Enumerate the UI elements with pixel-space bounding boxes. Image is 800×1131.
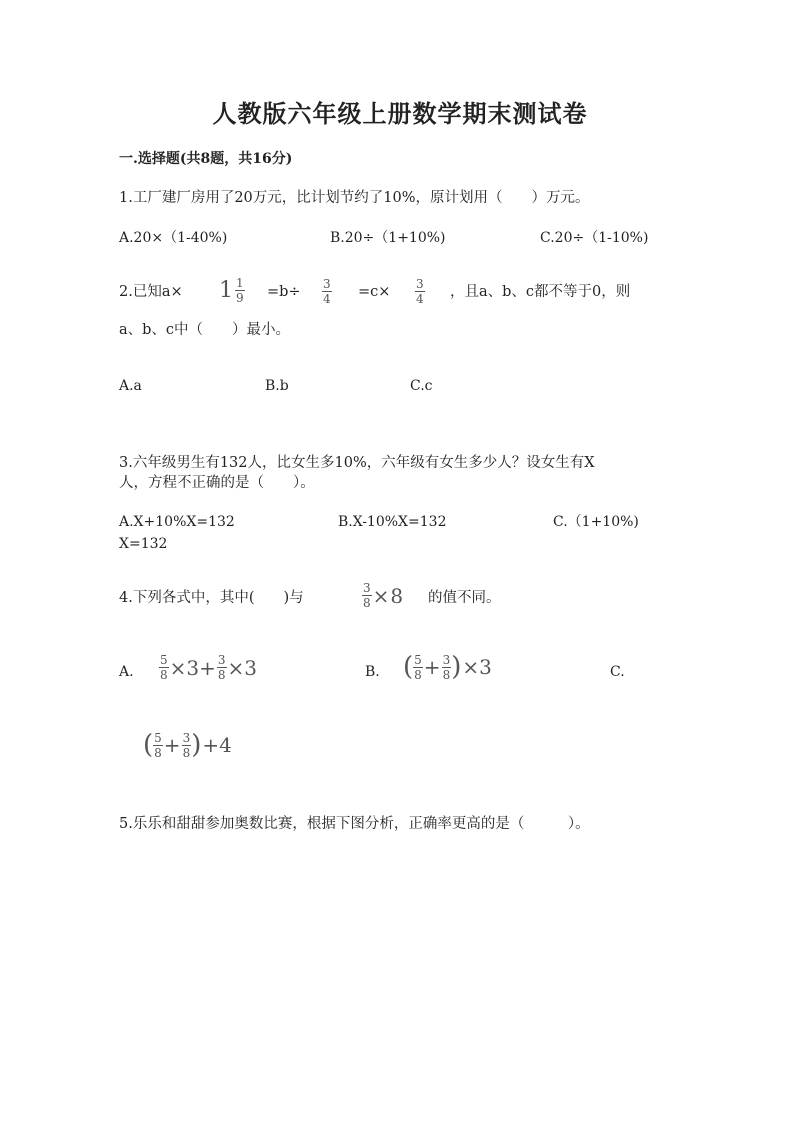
- fraction-numerator: 3: [217, 653, 226, 667]
- question-4-option-c-label: C.: [610, 664, 625, 680]
- question-1-text: 1.工厂建厂房用了20万元，比计划节约了10%，原计划用（ ）万元。: [119, 190, 590, 206]
- page-title: 人教版六年级上册数学期末测试卷: [212, 99, 588, 128]
- fraction-numerator: 3: [363, 581, 371, 595]
- question-3-line-1: 3.六年级男生有132人，比女生多10%，六年级有女生多少人？设女生有X: [119, 455, 595, 471]
- question-1-option-a: A.20×（1-40%): [119, 230, 228, 246]
- question-2-option-a: A.a: [119, 378, 142, 394]
- fraction-denominator: 4: [416, 292, 424, 306]
- fraction-denominator: 8: [414, 667, 422, 682]
- question-4-option-b-expression: [403, 652, 493, 682]
- question-2-fraction-2: [415, 278, 425, 305]
- fraction-denominator: 9: [236, 291, 244, 305]
- open-paren: (: [143, 730, 154, 760]
- question-3-option-c-continued: X=132: [119, 536, 168, 552]
- fraction-denominator: 8: [217, 668, 226, 682]
- question-2-option-b: B.b: [265, 378, 289, 394]
- fraction-numerator: 3: [442, 652, 451, 667]
- fraction-denominator: 4: [323, 292, 331, 306]
- question-4-prefix: 4.下列各式中，其中( )与: [119, 590, 304, 606]
- question-2-mixed-number: [219, 277, 245, 304]
- fraction-numerator: 5: [414, 652, 422, 667]
- close-paren: ): [451, 652, 462, 682]
- question-2-suffix: ，且a、b、c都不等于0，则: [450, 284, 631, 300]
- question-3-option-a: A.X+10%X=132: [119, 514, 235, 530]
- question-5-text: 5.乐乐和甜甜参加奥数比赛，根据下图分析，正确率更高的是（ ）。: [119, 816, 590, 832]
- mixed-fraction: [235, 277, 245, 304]
- operator-term: ×3: [227, 655, 258, 680]
- question-4-option-b-label: B.: [365, 664, 380, 680]
- fraction-denominator: 8: [442, 667, 451, 682]
- fraction-numerator: 5: [160, 653, 168, 667]
- fraction-denominator: 8: [363, 596, 371, 610]
- question-3-option-c: C.（1+10%): [553, 514, 639, 530]
- fraction-denominator: 8: [182, 745, 191, 760]
- operator-term: ×3: [462, 655, 492, 679]
- open-paren: (: [403, 652, 414, 682]
- mixed-whole: 1: [219, 278, 233, 303]
- fraction-numerator: 5: [154, 730, 162, 745]
- fraction-numerator: 1: [236, 276, 244, 290]
- operator-term: ×3+: [169, 655, 216, 680]
- factor: 8: [390, 583, 404, 608]
- fraction-numerator: 3: [323, 277, 331, 291]
- fraction-numerator: 3: [416, 277, 424, 291]
- question-4-option-a-label: A.: [119, 664, 134, 680]
- fraction-denominator: 8: [154, 745, 162, 760]
- question-2-line-2: a、b、c中（ ）最小。: [119, 322, 291, 338]
- question-2-prefix: 2.已知a×: [119, 284, 183, 300]
- question-2-eq-b: =b÷: [267, 284, 301, 300]
- question-4-option-c-expression: [143, 730, 233, 760]
- fraction-denominator: 8: [160, 668, 168, 682]
- operator-term: +4: [202, 733, 232, 757]
- question-2-eq-c: =c×: [358, 284, 391, 300]
- operator: +: [163, 733, 181, 757]
- question-1-option-c: C.20÷（1-10%): [540, 230, 649, 246]
- question-2-option-c: C.c: [410, 378, 433, 394]
- operator: +: [423, 655, 441, 679]
- question-2-fraction-1: [322, 278, 332, 305]
- question-4-option-a-expression: [159, 654, 258, 681]
- operator: ×: [372, 583, 390, 608]
- question-4-expression: [362, 582, 403, 609]
- section-heading: 一.选择题(共8题，共16分): [119, 151, 293, 167]
- fraction-numerator: 3: [182, 730, 191, 745]
- question-3-option-b: B.X-10%X=132: [338, 514, 447, 530]
- question-1-option-b: B.20÷（1+10%): [330, 230, 446, 246]
- close-paren: ): [191, 730, 202, 760]
- question-3-line-2: 人，方程不正确的是（ ）。: [119, 475, 315, 491]
- question-4-suffix: 的值不同。: [428, 590, 501, 606]
